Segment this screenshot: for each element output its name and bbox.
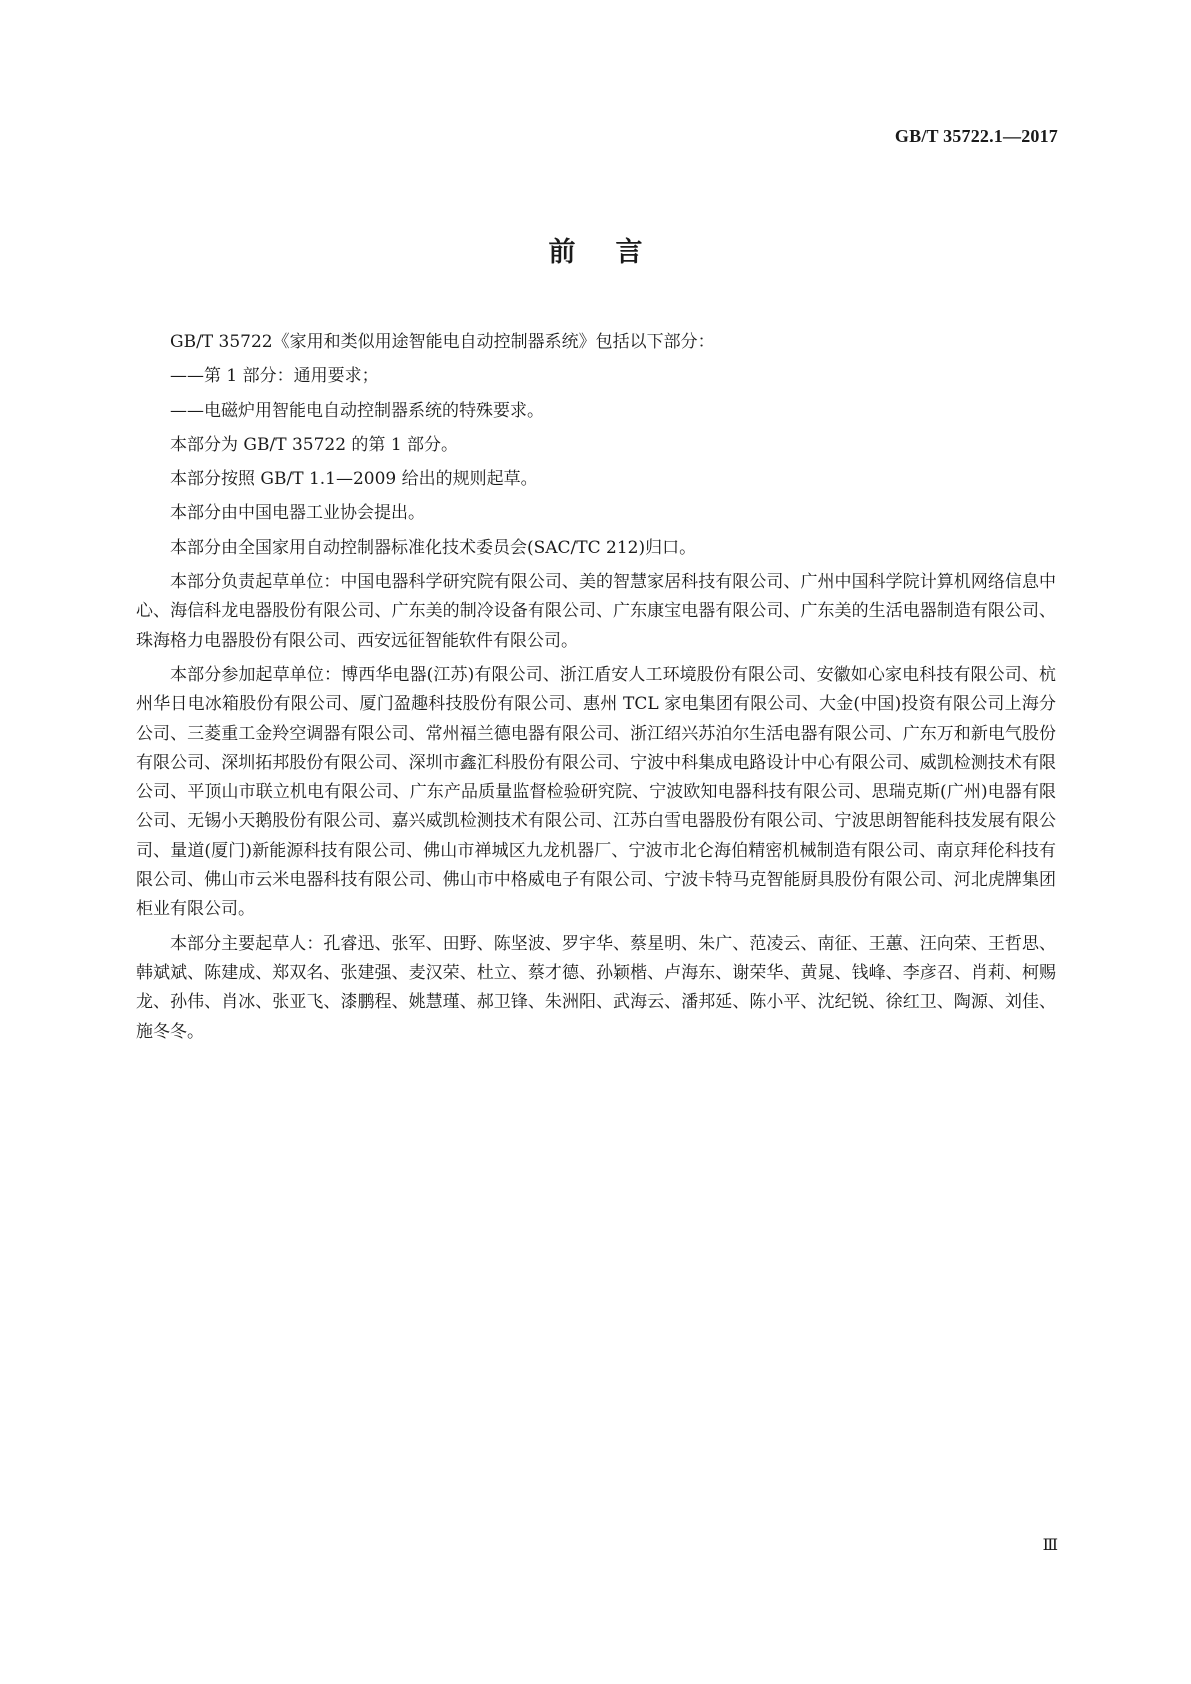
paragraph-lead-drafters: 本部分负责起草单位：中国电器科学研究院有限公司、美的智慧家居科技有限公司、广州中国科学院计算机网络信息中心、海信科龙电器股份有限公司、广东美的制冷设备有限公司、广东康宝电器有限公司、广东美的生活电器制造有限公司、珠海格力电器股份有限公司、西安远征智能软件有限公司。: [136, 572, 1056, 651]
paragraph-parts-intro: GB/T 35722《家用和类似用途智能电自动控制器系统》包括以下部分：: [170, 332, 715, 352]
document-code: GB/T 35722.1—2017: [894, 126, 1058, 146]
paragraph-main-drafters: 本部分主要起草人：孔睿迅、张军、田野、陈坚波、罗宇华、蔡星明、朱广、范凌云、南征、王蕙、汪向荣、王哲思、韩斌斌、陈建成、郑双名、张建强、麦汉荣、杜立、蔡才德、孙颖楷、卢海东、谢荣华、黄晁、钱峰、李彦召、肖莉、柯赐龙、孙伟、肖冰、张亚飞、漆鹏程、姚慧瑾、郝卫锋、朱洲阳、武海云、潘邦延、陈小平、沈纪锐、徐红卫、陶源、刘佳、施冬冬。: [136, 933, 1056, 1042]
paragraph-drafting-rules: 本部分按照 GB/T 1.1—2009 给出的规则起草。: [170, 469, 538, 490]
paragraph-participating-drafters: 本部分参加起草单位：博西华电器(江苏)有限公司、浙江盾安人工环境股份有限公司、安徽如心家电科技有限公司、杭州华日电冰箱股份有限公司、厦门盈趣科技股份有限公司、惠州 TCL 家电集团有限公司、大金(中国)投资有限公司上海分公司、三菱重工金羚空调器有限公司、常州福兰德电器有限公司、浙江绍兴苏泊尔生活电器有限公司、广东万和新电气股份有限公司、深圳拓邦股份有限公司、深圳市鑫汇科股份有限公司、宁波中科集成电路设计中心有限公司、威凯检测技术有限公司、平顶山市联立机电有限公司、广东产品质量监督检验研究院、宁波欧知电器科技有限公司、思瑞克斯(广州)电器有限公司、无锡小天鹅股份有限公司、嘉兴威凯检测技术有限公司、江苏白雪电器股份有限公司、宁波思朗智能科技发展有限公司、量道(厦门)新能源科技有限公司、佛山市禅城区九龙机器厂、宁波市北仑海伯精密机械制造有限公司、南京拜伦科技有限公司、佛山市云米电器科技有限公司、佛山市中格威电子有限公司、宁波卡特马克智能厨具股份有限公司、河北虎牌集团柜业有限公司。: [136, 664, 1056, 920]
paragraph-committee: 本部分由全国家用自动控制器标准化技术委员会(SAC/TC 212)归口。: [170, 537, 697, 558]
page-title: 前言: [548, 237, 683, 268]
foreword-body: [136, 328, 1056, 1052]
paragraph-part2: ——电磁炉用智能电自动控制器系统的特殊要求。: [170, 400, 544, 421]
paragraph-proposer: 本部分由中国电器工业协会提出。: [170, 503, 425, 524]
paragraph-part-statement: 本部分为 GB/T 35722 的第 1 部分。: [170, 434, 459, 455]
paragraph-part1: ——第 1 部分：通用要求；: [170, 366, 379, 387]
page-number: Ⅲ: [1042, 1537, 1058, 1554]
